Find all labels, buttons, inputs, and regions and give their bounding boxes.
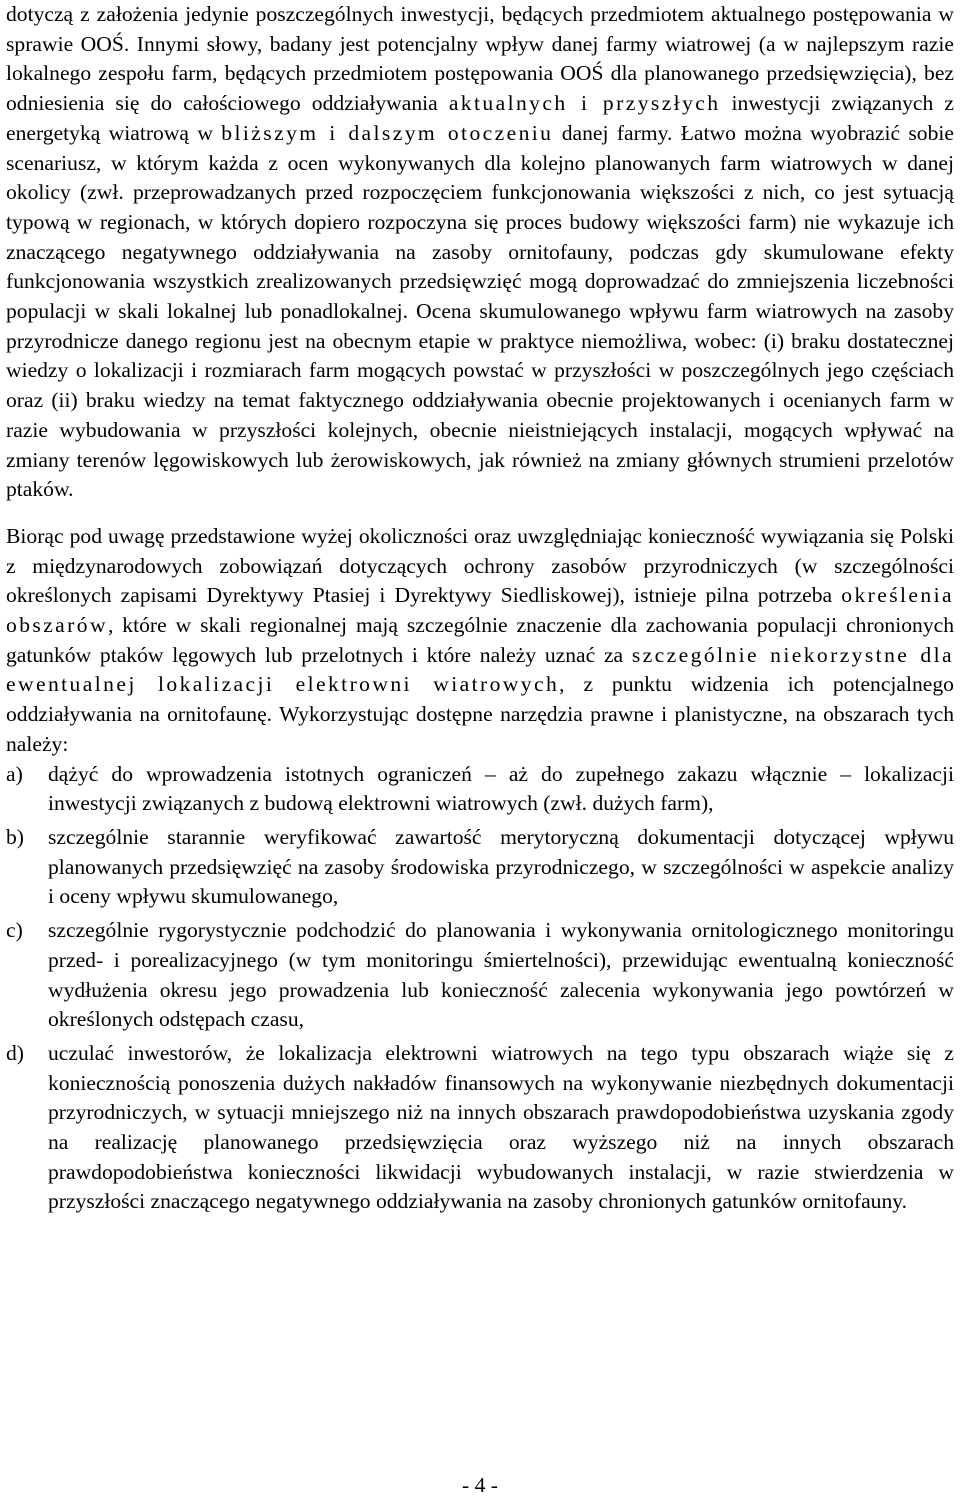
paragraph-text: , które w skali regionalnej mają szczególnie znaczenie dla zachowania populacji chronionych gatunków ptaków lęgowych lub przelotnych i które należy uznać za	[6, 613, 954, 667]
list-marker: c)	[6, 918, 23, 943]
list-marker: a)	[6, 761, 23, 786]
paragraph-text: Biorąc pod uwagę przedstawione wyżej okoliczności oraz uwzględniając konieczność wywiązania się Polski z międzynarodowych zobowiązań dotyczących ochrony zasobów przyrodniczych (w szczególności określonych zapisami Dyrektywy Ptasiej i Dyrektywy Siedliskowej), istnieje pilna potrzeba	[6, 523, 954, 608]
spaced-emphasis: szczególnie niekorzystne dla ewentualnej lokalizacji elektrowni wiatrowych	[6, 642, 954, 697]
paragraph-text: inwestycji związanych z energetyką wiatrową w	[6, 91, 954, 145]
recommendation-list	[6, 760, 954, 1218]
spaced-emphasis: bliższym i dalszym otoczeniu	[221, 120, 554, 145]
paragraph-text: danej farmy. Łatwo można wyobrazić sobie scenariusz, w którym każda z ocen wykonywanych dla kolejno planowanych farm wiatrowych w danej okolicy (zwł. przeprowadzanych przed rozpoczęciem funkcjonowania większości z nich, co jest sytuacją typową w regionach, w których dopiero rozpoczyna się proces budowy większości farm) nie wykazuje ich znaczącego negatywnego oddziaływania na zasoby ornitofauny, podczas gdy skumulowane efekty funkcjonowania wszystkich zrealizowanych przedsięwzięć mogą doprowadzać do zmniejszenia liczebności populacji w skali lokalnej lub ponadlokalnej. Ocena skumulowanego wpływu farm wiatrowych na zasoby przyrodnicze danego regionu jest na obecnym etapie w praktyce niemożliwa, wobec: (i) braku dostatecznej wiedzy o lokalizacji i rozmiarach farm mogących powstać w przyszłości w poszczególnych jego częściach oraz (ii) braku wiedzy na temat faktycznego oddziaływania obecnie projektowanych i ocenianych farm w razie wybudowania w przyszłości kolejnych, obecnie nieistniejących instalacji, mogących wpływać na zmiany terenów lęgowiskowych lub żerowiskowych, jak również na zmiany głównych strumieni przelotów ptaków.	[6, 120, 954, 502]
list-item-text: uczulać inwestorów, że lokalizacja elektrowni wiatrowych na tego typu obszarach wiąże się z koniecznością ponoszenia dużych nakładów finansowych na wykonywanie niezbędnych dokumentacji przyrodniczych, w sytuacji mniejszego niż na innych obszarach prawdopodobieństwa uzyskania zgody na realizację planowanego przedsięwzięcia oraz wyższego niż na innych obszarach prawdopodobieństwa konieczności likwidacji wybudowanych instalacji, w razie stwierdzenia w przyszłości znaczącego negatywnego oddziaływania na zasoby chronionych gatunków ornitofauny.	[48, 1040, 954, 1214]
spaced-emphasis: aktualnych i przyszłych	[448, 91, 721, 116]
list-marker: b)	[6, 824, 24, 849]
paragraph-text: dotyczą z założenia jedynie poszczególnych inwestycji, będących przedmiotem aktualnego postępowania w sprawie OOŚ. Innymi słowy, badany jest potencjalny wpływ danej farmy wiatrowej (a w najlepszym razie lokalnego zespołu farm, będących przedmiotem postępowania OOŚ dla planowanego przedsięwzięcia), bez odniesienia się do całościowego oddziaływania	[6, 2, 954, 116]
list-item-text: szczególnie rygorystycznie podchodzić do planowania i wykonywania ornitologicznego monitoringu przed- i porealizacyjnego (w tym monitoringu śmiertelności), przewidując ewentualną konieczność wydłużenia okresu jego prowadzenia lub konieczność zalecenia wykonywania jego powtórzeń w określonych odstępach czasu,	[48, 918, 954, 1032]
list-item	[6, 916, 954, 1035]
paragraph-text: , z punktu widzenia ich potencjalnego oddziaływania na ornitofaunę. Wykorzystując dostępne narzędzia prawne i planistyczne, na obszarach tych należy:	[6, 672, 954, 756]
list-marker: d)	[6, 1040, 24, 1065]
paragraph-recommendations	[6, 522, 954, 760]
paragraph-cumulative-impact	[6, 0, 954, 505]
page-number: - 4 -	[462, 1473, 498, 1497]
list-item	[6, 823, 954, 912]
document-page	[6, 0, 954, 1221]
list-item-text: dążyć do wprowadzenia istotnych ograniczeń – aż do zupełnego zakazu włącznie – lokalizacji inwestycji związanych z budową elektrowni wiatrowych (zwł. dużych farm),	[48, 761, 954, 816]
list-item	[6, 760, 954, 819]
spaced-emphasis: określenia obszarów	[6, 583, 954, 638]
list-item	[6, 1039, 954, 1217]
list-item-text: szczególnie starannie weryfikować zawartość merytoryczną dokumentacji dotyczącej wpływu planowanych przedsięwzięć na zasoby środowiska przyrodniczego, w szczególności w aspekcie analizy i oceny wpływu skumulowanego,	[48, 824, 954, 909]
